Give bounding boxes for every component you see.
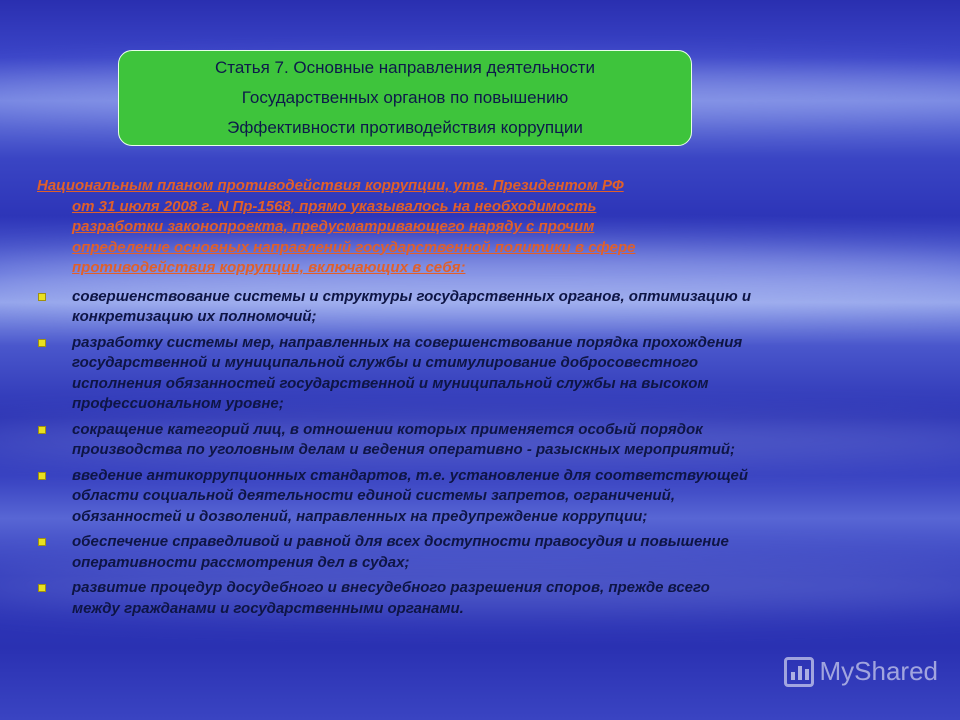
- watermark-text: MyShared: [819, 656, 938, 686]
- title-line-1: Статья 7. Основные направления деятельности: [214, 58, 596, 77]
- list-item: [37, 578, 757, 619]
- intro-line-3: разработки законопроекта, предусматривающего наряду с прочим: [72, 218, 595, 235]
- measures-list: [37, 287, 757, 620]
- intro-link[interactable]: [37, 176, 757, 279]
- intro-line-4: определение основных направлений государственной политики в сфере: [72, 238, 636, 256]
- intro-line-2: от 31 июля 2008 г. N Пр-1568, прямо указывалось на необходимость: [72, 197, 597, 215]
- slide-title-box: [118, 50, 692, 146]
- myshared-watermark: [784, 656, 939, 687]
- list-item: [37, 420, 757, 461]
- square-bullet-icon: [38, 584, 46, 592]
- list-item: [37, 532, 757, 573]
- list-item-text: введение антикоррупционных стандартов, т.е. установление для соответствующей области социальной деятельности единой системы запретов, ограничений, обязанностей и дозволений, направленных на предупреждение коррупции;: [72, 466, 748, 525]
- slide-body: [37, 176, 757, 624]
- title-line-2: Государственных органов по повышению: [241, 88, 569, 107]
- list-item: [37, 466, 757, 528]
- title-line-3: Эффективности противодействия коррупции: [227, 118, 583, 137]
- list-item-text: совершенствование системы и структуры государственных органов, оптимизацию и конкретизацию их полномочий;: [72, 287, 752, 325]
- intro-line-5: противодействия коррупции, включающих в себя:: [72, 259, 466, 276]
- square-bullet-icon: [38, 538, 46, 546]
- list-item-text: разработку системы мер, направленных на совершенствование порядка прохождения государственной и муниципальной службы и стимулирование добросовестного исполнения обязанностей государственной и муниципальной службы на высоком профессиональном уровне;: [72, 333, 743, 412]
- square-bullet-icon: [38, 472, 46, 480]
- chart-bars-icon: [784, 657, 814, 687]
- square-bullet-icon: [38, 293, 46, 301]
- list-item-text: сокращение категорий лиц, в отношении которых применяется особый порядок производства по уголовным делам и ведения оперативно - разыскных мероприятий;: [72, 420, 736, 458]
- list-item: [37, 333, 757, 415]
- square-bullet-icon: [38, 339, 46, 347]
- square-bullet-icon: [38, 426, 46, 434]
- intro-line-1: Национальным планом противодействия коррупции, утв. Президентом РФ: [37, 177, 624, 194]
- list-item-text: обеспечение справедливой и равной для всех доступности правосудия и повышение оперативности рассмотрения дел в судах;: [72, 533, 729, 571]
- list-item: [37, 287, 757, 328]
- list-item-text: развитие процедур досудебного и внесудебного разрешения споров, прежде всего между гражданами и государственными органами.: [72, 579, 710, 617]
